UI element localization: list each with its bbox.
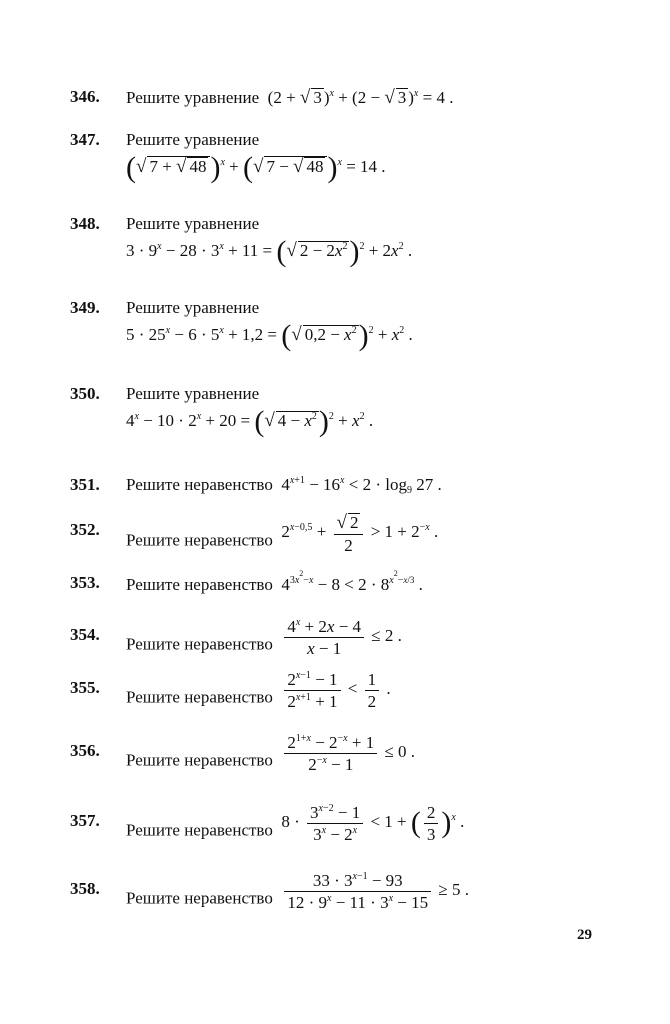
problem-label: Решите неравенство: [126, 634, 273, 654]
problem-formula: $4^{3x^2-x} - 8 < 2 \cdot 8^{x^2-x/3}$ .: [277, 569, 423, 594]
problem-label: Решите неравенство: [126, 687, 273, 707]
problem-statement: Решите уравнение: [126, 298, 260, 317]
problem-label: Решите неравенство: [126, 750, 273, 770]
problem-label: Решите уравнение: [126, 88, 260, 107]
problem-number: 356.: [70, 741, 100, 760]
problem-statement: [126, 569, 423, 594]
problem-statement: [126, 475, 442, 496]
problem-formula: $5 \cdot 25^x - 6 \cdot 5^x + 1,2$ = (√ $0,2 - x^2)^2 + x^2$ .: [126, 319, 413, 352]
problem-formula: $4^{x+1} - 16^x < 2 \cdot \log_9 27$ .: [277, 475, 442, 496]
problem-statement: [126, 512, 439, 562]
problem-statement: [126, 670, 391, 718]
problem-number: 346.: [70, 87, 100, 106]
problem-number: 347.: [70, 130, 100, 149]
problem-number: 354.: [70, 625, 100, 644]
problem-formula: $\frac{2^{1+x} - 2^{-x} + 1}{2^{-x} - 1}$ ≤ 0 .: [277, 742, 415, 761]
problem-formula: 8 · $\frac{3^{x-2} - 1}{3^x - 2^x}$ < 1 + ( $\frac{2}{3}$ )$^x$ .: [277, 803, 465, 844]
problem-number: 353.: [70, 573, 100, 592]
problem-number: 351.: [70, 475, 100, 494]
problem-statement: [126, 733, 416, 781]
problem-formula: (√ 7 + √ 48 )$^x$ + (√ 7 − √ 48 )$^x$ = 14 .: [126, 151, 386, 184]
problem-number: 348.: [70, 214, 100, 233]
problem-label: Решите неравенство: [126, 575, 273, 594]
problem-statement: [126, 803, 465, 851]
problem-number: 352.: [70, 520, 100, 539]
problem-number: 355.: [70, 678, 100, 697]
problem-number: 358.: [70, 879, 100, 898]
problem-statement: Решите уравнение: [126, 130, 260, 149]
problem-formula: $\frac{4^x + 2x - 4}{x - 1}$ ≤ 2 .: [277, 626, 402, 645]
problem-number: 350.: [70, 384, 100, 403]
problem-formula: $3 \cdot 9^x - 28 \cdot 3^x + 11$ = (√ $2 - 2x^2)^2 + 2x^2$ .: [126, 235, 413, 268]
problem-label: Решите неравенство: [126, 888, 273, 908]
problem-statement: [126, 871, 469, 919]
problem-formula: $2^{x-0,5}$ + $\frac{√ 2}{2}$ > $1 + 2^{-x}$ .: [277, 512, 439, 555]
problem-number: 349.: [70, 298, 100, 317]
problem-statement: Решите уравнение: [126, 214, 260, 233]
problem-formula: $\frac{2^{x-1} - 1}{2^{x+1} + 1}$ < $\frac{1}{2}$ .: [277, 679, 391, 698]
problem-number: 357.: [70, 811, 100, 830]
problem-formula: $\frac{33 \cdot 3^{x-1} - 93}{12 \cdot 9^x - 11 \cdot 3^x - 15}$ ≥ 5 .: [277, 880, 469, 899]
problem-formula: $4^x - 10 \cdot 2^x + 20$ = (√ $4 - x^2)^2 + x^2$ .: [126, 405, 374, 438]
problem-statement: [126, 88, 453, 107]
problem-label: Решите неравенство: [126, 820, 273, 840]
problem-statement: [126, 617, 402, 665]
problem-statement: Решите уравнение: [126, 384, 260, 403]
problem-formula: (2 + √ 3 )$^x$ + (2 − √ 3 )$^x$ = 4 .: [263, 87, 454, 108]
problem-label: Решите неравенство: [126, 530, 273, 550]
page-number: 29: [577, 927, 592, 943]
problem-label: Решите неравенство: [126, 475, 273, 494]
